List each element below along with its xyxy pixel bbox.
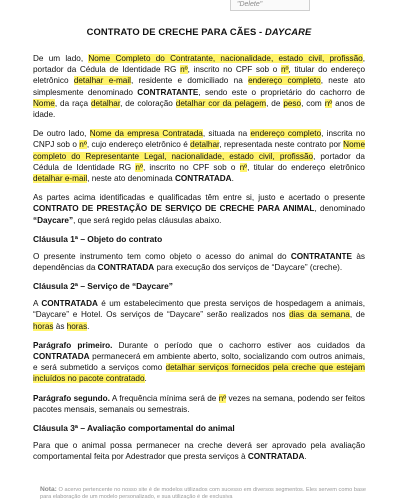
placeholder-field[interactable]: endereço completo — [250, 129, 322, 139]
placeholder-field[interactable]: Nome Completo do Contratante, nacionalidade, estado civil, profissão — [88, 54, 363, 63]
document-page — [33, 26, 365, 470]
placeholder-field[interactable]: detalhar e-mail — [33, 174, 88, 184]
page-title — [33, 26, 365, 37]
placeholder-field[interactable]: horas — [66, 321, 88, 331]
clause-1-text: O presente instrumento tem como objeto o acesso do animal do CONTRATANTE às dependências da CONTRATADA para execução dos serviços de “Daycare” (creche). — [33, 251, 365, 273]
title-main: CONTRATO DE CRECHE PARA CÃES - — [86, 26, 265, 37]
note-label: Nota: — [40, 486, 57, 493]
clause-2-paragraph-1: Parágrafo primeiro. Durante o período que o cachorro estiver aos cuidados da CONTRATADA permanecerá em ambiente aberto, solto, socializando com outros animais, e será submetido a serviços como detalhar serviços fornecidos pela creche que estejam incluídos no pacote contratado. — [33, 340, 366, 384]
placeholder-field[interactable]: Nome — [33, 98, 55, 108]
placeholder-field[interactable]: detalhar — [90, 98, 121, 108]
placeholder-field[interactable]: endereço completo — [248, 76, 321, 86]
placeholder-field[interactable]: nº — [135, 162, 143, 172]
paragraph-contratante: De um lado, Nome Completo do Contratante, nacionalidade, estado civil, profissão, portador da Cédula de Identidade RG nº, inscrito no CPF sob o nº, titular do endereço eletrônico detalhar e-mail, residente e domiciliado na endereço completo, neste ato simplesmente denominado CONTRATANTE, sendo este o proprietário do cachorro de Nome, da raça detalhar, de coloração detalhar cor da pelagem, de peso, com nº anos de idade. — [33, 54, 366, 120]
paragraph-partes: As partes acima identificadas e qualificadas têm entre si, justo e acertado o presente CONTRATO DE PRESTAÇÃO DE SERVIÇO DE CRECHE PARA ANIMAL, denominado “Daycare”, que será regido pelas cláusulas abaixo. — [33, 193, 366, 225]
placeholder-field[interactable]: nº — [324, 98, 333, 108]
footer-note — [40, 486, 366, 501]
placeholder-field[interactable]: detalhar e-mail — [73, 76, 131, 86]
placeholder-field[interactable]: detalhar cor da pelagem — [175, 98, 267, 108]
placeholder-field[interactable]: nº — [180, 65, 188, 75]
placeholder-field[interactable]: nº — [218, 393, 227, 403]
delete-tab[interactable]: "Delete" — [230, 0, 310, 11]
placeholder-field[interactable]: Nome completo do Representante Legal, nacionalidade, estado civil, profissão — [33, 140, 365, 161]
clause-2-heading: Cláusula 2ª – Serviço de “Daycare” — [33, 281, 173, 292]
placeholder-field[interactable]: Nome da empresa Contratada — [89, 129, 203, 139]
clause-3-text: Para que o animal possa permanecer na creche deverá ser aprovado pela avaliação comportamental feita por Adestrador que presta serviços à CONTRATADA. — [33, 441, 365, 462]
placeholder-field[interactable]: dias da semana — [289, 310, 350, 320]
clause-2-text: A CONTRATADA é um estabelecimento que presta serviços de hospedagem a animais, “Daycare” e Hotel. Os serviços de “Daycare” serão realizados nos dias da semana, de horas às horas. — [33, 299, 365, 331]
title-italic: DAYCARE — [264, 26, 312, 37]
paragraph-contratada: De outro lado, Nome da empresa Contratada, situada na endereço completo, inscrita no CNPJ sob o nº, cujo endereço eletrônico é detalhar, representada neste contrato por Nome completo do Representante Legal, nacionalidade, estado civil, profissão, portador da Cédula de Identidade RG nº, inscrito no CPF sob o nº, titular do endereço eletrônico detalhar e-mail, neste ato denominada CONTRATADA. — [33, 129, 365, 184]
placeholder-field[interactable]: detalhar — [190, 140, 220, 150]
placeholder-field[interactable]: nº — [79, 140, 87, 150]
placeholder-field[interactable]: horas — [33, 321, 54, 331]
clause-3-heading: Cláusula 3ª – Avaliação comportamental do animal — [33, 423, 235, 434]
note-text: O acervo pertencente no nosso site é de modelos utilizados com sucesso em diversos segmentos. Eles servem como base para elaboração de um modelo personalizado, e sua utilização é de exclusiva — [40, 487, 366, 501]
clause-2-paragraph-2: Parágrafo segundo. A frequência mínima será de nº vezes na semana, podendo ser feitos pacotes mensais, semanais ou semestrais. — [33, 393, 365, 414]
placeholder-field[interactable]: detalhar serviços fornecidos pela creche que estejam incluídos no pacote contratado — [33, 363, 365, 384]
clause-1-heading: Cláusula 1ª – Objeto do contrato — [33, 233, 163, 244]
placeholder-field[interactable]: nº — [280, 65, 289, 75]
placeholder-field[interactable]: peso — [283, 98, 302, 108]
placeholder-field[interactable]: nº — [239, 162, 248, 172]
